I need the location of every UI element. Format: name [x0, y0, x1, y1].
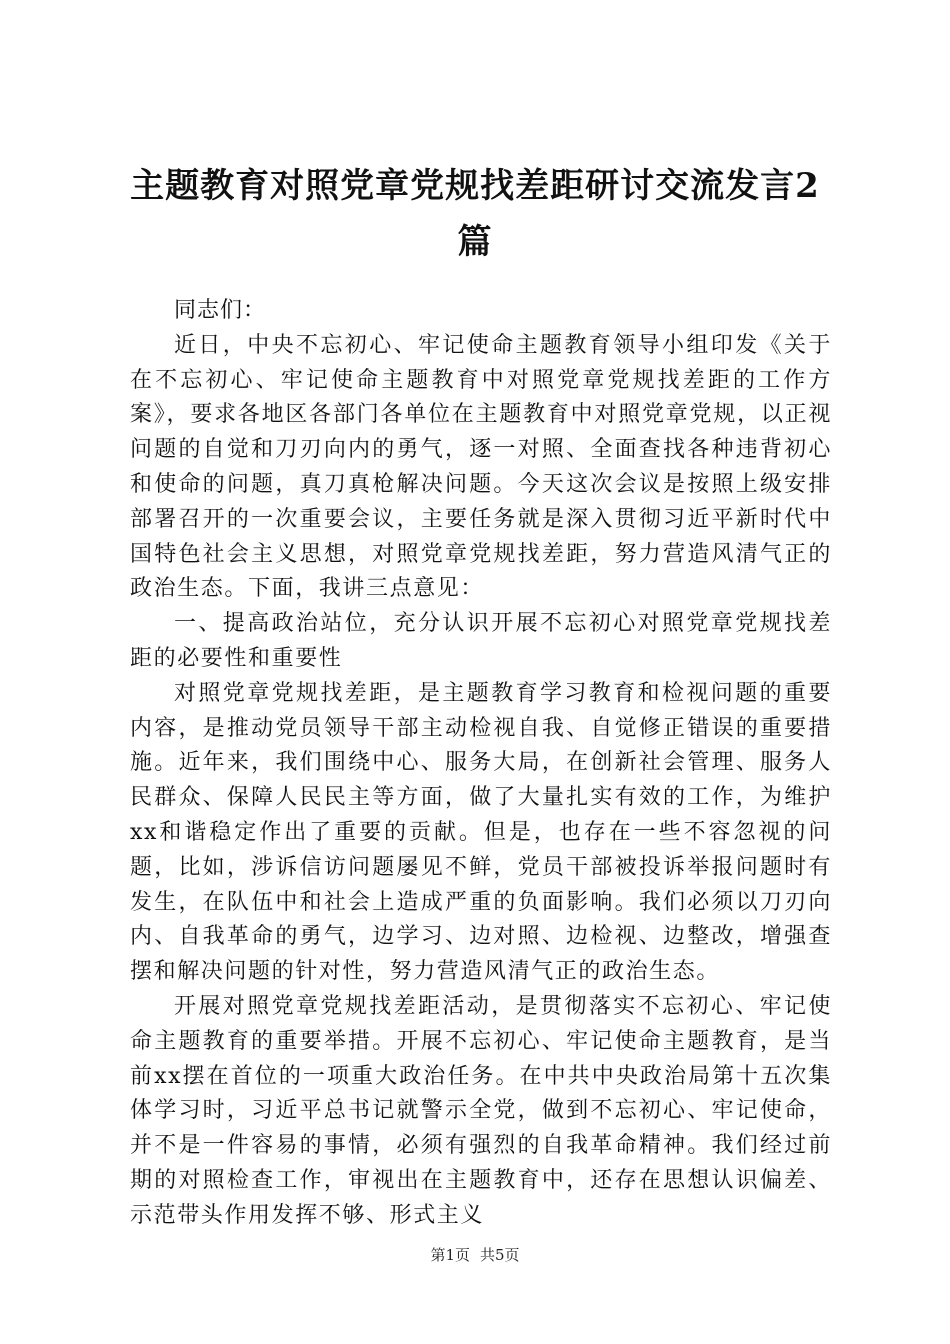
paragraph-measures: 开展对照党章党规找差距活动，是贯彻落实不忘初心、牢记使命主题教育的重要举措。开展不忘初心、牢记使命主题教育，是当前xx摆在首位的一项重大政治任务。在中共中央政治局第十五次集体学习时，习近平总书记就警示全党，做到不忘初心、牢记使命，并不是一件容易的事情，必须有强烈的自我革命精神。我们经过前期的对照检查工作，审视出在主题教育中，还存在思想认识偏差、示范带头作用发挥不够、形式主义 [130, 993, 832, 1228]
paragraph-importance: 对照党章党规找差距，是主题教育学习教育和检视问题的重要内容，是推动党员领导干部主动检视自我、自觉修正错误的重要措施。近年来，我们围绕中心、服务大局，在创新社会管理、服务人民群众、保障人民民主等方面，做了大量扎实有效的工作，为维护xx和谐稳定作出了重要的贡献。但是，也存在一些不容忽视的问题，比如，涉诉信访问题屡见不鲜，党员干部被投诉举报问题时有发生，在队伍中和社会上造成严重的负面影响。我们必须以刀刃向内、自我革命的勇气，边学习、边对照、边检视、边整改，增强查摆和解决问题的针对性，努力营造风清气正的政治生态。 [130, 680, 832, 985]
section-heading-1: 一、提高政治站位，充分认识开展不忘初心对照党章党规找差距的必要性和重要性 [130, 611, 832, 671]
page-footer [0, 1244, 950, 1265]
document-body [130, 294, 832, 1234]
page-total: 共5页 [480, 1246, 520, 1264]
document-title: 主题教育对照党章党规找差距研讨交流发言2篇 [130, 166, 820, 262]
salutation: 同志们： [174, 298, 267, 323]
page-number: 第1页 [430, 1246, 470, 1264]
paragraph-intro: 近日，中央不忘初心、牢记使命主题教育领导小组印发《关于在不忘初心、牢记使命主题教育中对照党章党规找差距的工作方案》，要求各地区各部门各单位在主题教育中对照党章党规，以正视问题的自觉和刀刃向内的勇气，逐一对照、全面查找各种违背初心和使命的问题，真刀真枪解决问题。今天这次会议是按照上级安排部署召开的一次重要会议，主要任务就是深入贯彻习近平新时代中国特色社会主义思想，对照党章党规找差距，努力营造风清气正的政治生态。下面，我讲三点意见： [130, 332, 832, 602]
